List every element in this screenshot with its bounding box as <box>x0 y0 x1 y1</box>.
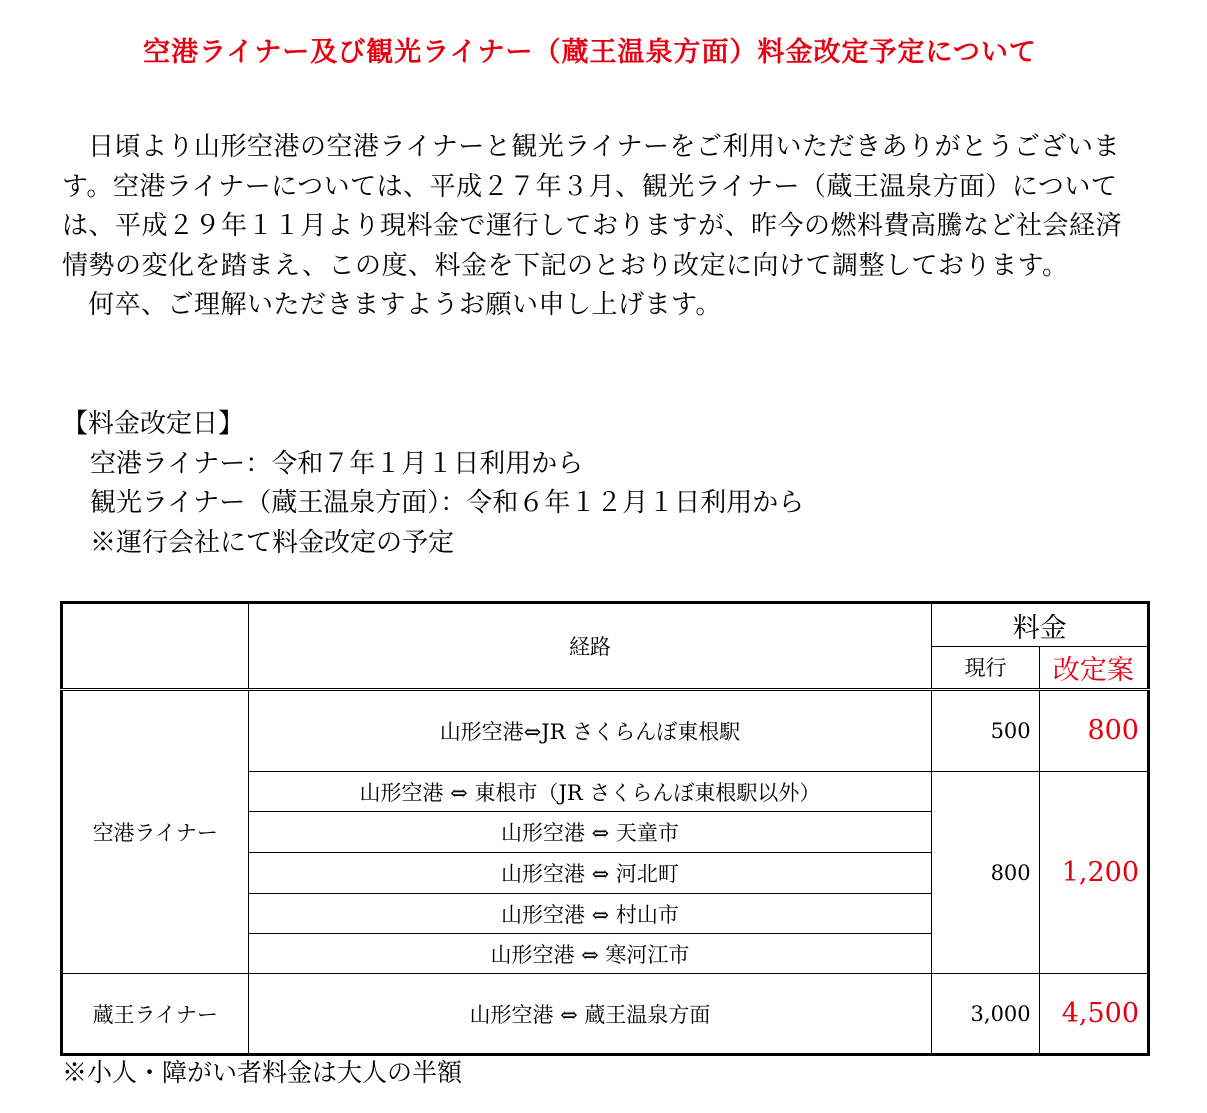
revised-fare: 1,200 <box>1039 772 1148 974</box>
route-cell: 山形空港 ⇔ 河北町 <box>248 852 932 893</box>
current-fare: 800 <box>932 772 1039 974</box>
fare-header: 料金 <box>932 603 1149 647</box>
operator-note: ※運行会社にて料金改定の予定 <box>90 527 455 558</box>
request-paragraph: 何卒、ご理解いただきますようお願い申し上げます。 <box>88 290 722 320</box>
current-fare-header: 現行 <box>932 647 1039 689</box>
route-cell: 山形空港 ⇔ 東根市（JR さくらんぼ東根駅以外） <box>248 772 932 812</box>
fare-footnote: ※小人・障がい者料金は大人の半額 <box>62 1058 463 1087</box>
current-fare: 500 <box>932 689 1039 772</box>
intro-paragraph: 日頃より山形空港の空港ライナーと観光ライナーをご利用いただきありがとうございます。空港ライナーについては、平成２７年３月、観光ライナー（蔵王温泉方面）については、平成２９年１１月より現料金で運行しておりますが、昨今の燃料費高騰など社会経済情勢の変化を踏まえ、この度、料金を下記のとおり改定に向けて調整しております。 <box>62 132 1123 281</box>
route-cell: 山形空港 ⇔ 蔵王温泉方面 <box>248 974 932 1055</box>
intro-text <box>62 128 1122 326</box>
blank-header-cell <box>62 603 249 690</box>
route-cell: 山形空港⇔JR さくらんぼ東根駅 <box>248 689 932 772</box>
route-cell: 山形空港 ⇔ 天童市 <box>248 812 932 852</box>
airport-liner-date: 空港ライナー：令和７年１月１日利用から <box>90 448 584 479</box>
zao-liner-label: 蔵王ライナー <box>62 974 249 1055</box>
revised-fare: 4,500 <box>1039 974 1148 1055</box>
revised-fare-header: 改定案 <box>1039 647 1148 689</box>
airport-liner-label: 空港ライナー <box>62 689 249 974</box>
dates-heading: 【料金改定日】 <box>62 409 245 439</box>
revised-fare: 800 <box>1039 689 1148 772</box>
page-title: 空港ライナー及び観光ライナー（蔵王温泉方面）料金改定予定について <box>143 37 1037 68</box>
sightseeing-liner-date: 観光ライナー（蔵王温泉方面）：令和６年１２月１日利用から <box>90 488 805 518</box>
revision-dates <box>62 405 1122 563</box>
route-header: 経路 <box>248 603 932 690</box>
route-cell: 山形空港 ⇔ 寒河江市 <box>248 934 932 974</box>
fare-table <box>60 601 1150 1056</box>
route-cell: 山形空港 ⇔ 村山市 <box>248 893 932 933</box>
current-fare: 3,000 <box>932 974 1039 1055</box>
